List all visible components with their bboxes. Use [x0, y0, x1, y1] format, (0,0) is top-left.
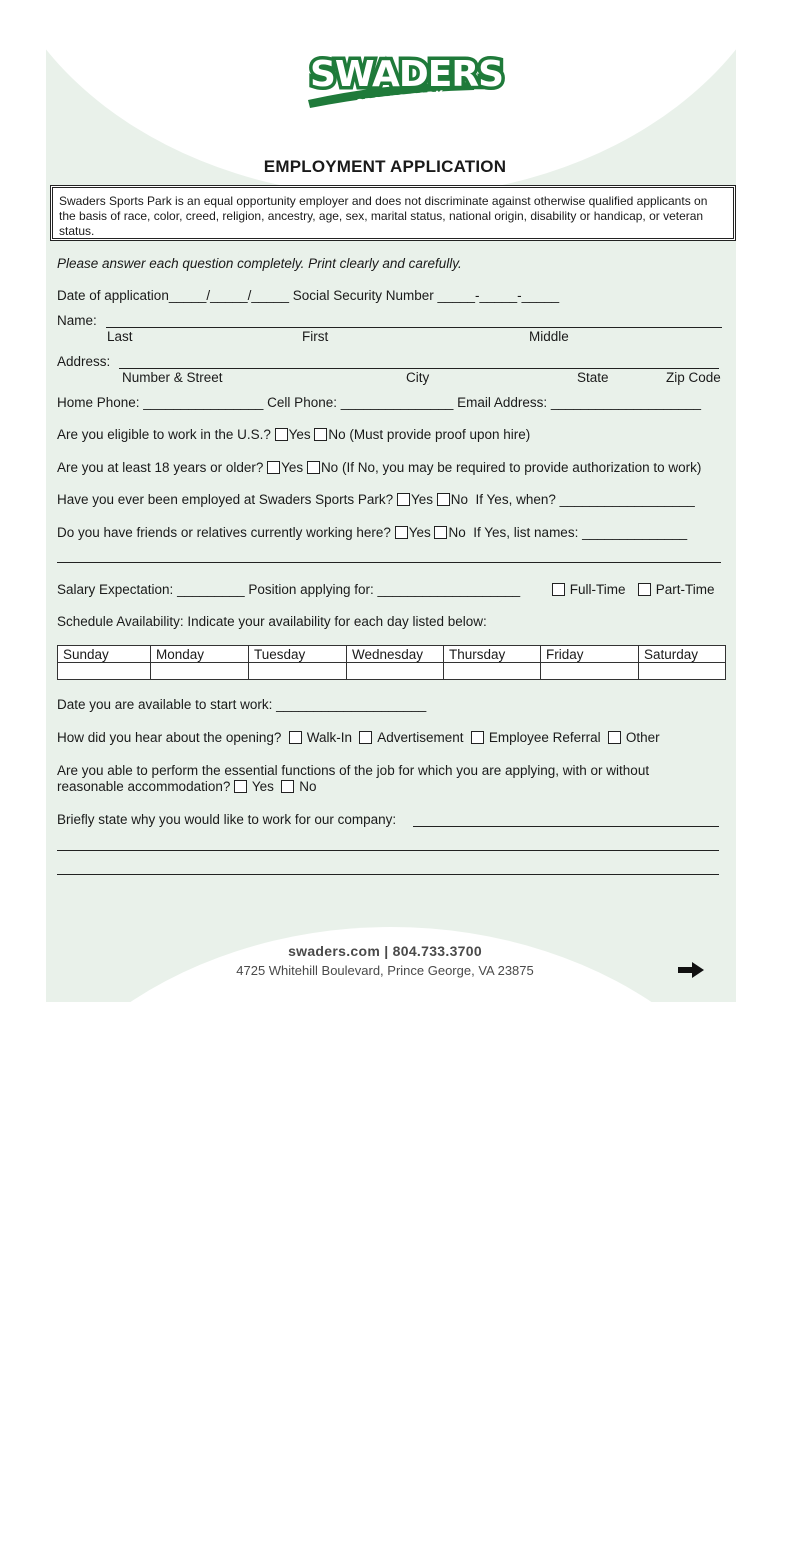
why-line-1[interactable] — [413, 826, 719, 827]
address-label: Address: — [57, 354, 111, 369]
footer-website-phone: swaders.com | 804.733.3700 — [288, 943, 482, 959]
prev-employed-yes-label: Yes — [410, 492, 433, 507]
eligible-question — [57, 427, 530, 442]
prev-employed-no-label: No — [450, 492, 469, 507]
eligible-yes-checkbox[interactable] — [275, 428, 288, 441]
schedule-instructions: Schedule Availability: Indicate your availability for each day listed below: — [57, 614, 487, 629]
schedule-table — [57, 645, 726, 680]
age18-no-checkbox[interactable] — [307, 461, 320, 474]
bottom-arc-decoration — [0, 927, 796, 1567]
schedule-day-wednesday: Wednesday — [347, 646, 444, 663]
prev-employed-yes-checkbox[interactable] — [397, 493, 410, 506]
friends-no-checkbox[interactable] — [434, 526, 447, 539]
eeo-statement: Swaders Sports Park is an equal opportunity employer and does not discriminate against otherwise qualified applicants on the basis of race, color, creed, religion, ancestry, age, sex, marital status, national origin, disability or handicap, or veteran status. — [50, 185, 736, 241]
why-line-3[interactable] — [57, 874, 719, 875]
essential-question-text: reasonable accommodation? — [57, 779, 231, 794]
essential-question-line1: Are you able to perform the essential functions of the job for which you are applying, with or without — [57, 763, 650, 778]
hear-advertisement-label: Advertisement — [377, 730, 464, 745]
name-label: Name: — [57, 313, 97, 328]
schedule-day-tuesday: Tuesday — [249, 646, 347, 663]
address-state-label: State — [577, 370, 609, 385]
full-time-checkbox[interactable] — [552, 583, 565, 596]
logo-sub-text: SPORTS PARK — [355, 89, 445, 110]
schedule-entry-row — [58, 663, 726, 680]
hear-walkin-label: Walk-In — [306, 730, 352, 745]
hear-walkin-checkbox[interactable] — [289, 731, 302, 744]
phone-email-line[interactable]: Home Phone: ________________ Cell Phone: _______________ Email Address: ____________________ — [57, 395, 702, 410]
schedule-cell-saturday[interactable] — [639, 663, 726, 680]
hear-question — [57, 730, 660, 745]
friends-yes-label: Yes — [408, 525, 431, 540]
part-time-checkbox[interactable] — [638, 583, 651, 596]
eligible-no-label: No (Must provide proof upon hire) — [328, 427, 531, 442]
schedule-day-thursday: Thursday — [444, 646, 541, 663]
essential-yes-checkbox[interactable] — [234, 780, 247, 793]
schedule-day-saturday: Saturday — [639, 646, 726, 663]
footer-address: 4725 Whitehill Boulevard, Prince George, VA 23875 — [236, 963, 534, 978]
swaders-logo — [300, 42, 504, 122]
name-field-line[interactable] — [106, 327, 722, 328]
hear-referral-checkbox[interactable] — [471, 731, 484, 744]
schedule-header-row — [58, 646, 726, 663]
date-ssn-line[interactable]: Date of application_____/_____/_____ Social Security Number _____-_____-_____ — [57, 288, 560, 303]
friends-question-text: Do you have friends or relatives currently working here? — [57, 525, 391, 540]
essential-question-line2 — [57, 779, 316, 794]
name-first-label: First — [302, 329, 329, 344]
hear-other-label: Other — [625, 730, 660, 745]
address-street-label: Number & Street — [122, 370, 223, 385]
logo-main-text: SWADERS — [310, 54, 504, 95]
hear-other-checkbox[interactable] — [608, 731, 621, 744]
prev-employed-question-text: Have you ever been employed at Swaders Sports Park? — [57, 492, 394, 507]
start-date-line[interactable]: Date you are available to start work: ____________________ — [57, 697, 427, 712]
age18-question — [57, 460, 701, 475]
form-title: EMPLOYMENT APPLICATION — [263, 157, 507, 176]
hear-advertisement-checkbox[interactable] — [359, 731, 372, 744]
age18-yes-label: Yes — [281, 460, 304, 475]
age18-no-label: No (If No, you may be required to provide authorization to work) — [320, 460, 702, 475]
eligible-question-text: Are you eligible to work in the U.S.? — [57, 427, 271, 442]
hear-question-text: How did you hear about the opening? — [57, 730, 282, 745]
schedule-cell-tuesday[interactable] — [249, 663, 347, 680]
friends-no-label: No — [448, 525, 466, 540]
part-time-label: Part-Time — [655, 582, 715, 597]
full-time-label: Full-Time — [569, 582, 626, 597]
essential-yes-label: Yes — [251, 779, 274, 794]
name-last-label: Last — [107, 329, 133, 344]
why-question: Briefly state why you would like to work for our company: — [57, 812, 397, 827]
schedule-cell-sunday[interactable] — [58, 663, 151, 680]
schedule-cell-monday[interactable] — [151, 663, 249, 680]
friends-question — [57, 525, 687, 540]
next-page-arrow-icon[interactable] — [677, 960, 705, 980]
prev-employed-when-field[interactable]: If Yes, when? __________________ — [475, 492, 695, 507]
instructions: Please answer each question completely. Print clearly and carefully. — [57, 256, 462, 271]
prev-employed-question — [57, 492, 695, 507]
name-middle-label: Middle — [529, 329, 569, 344]
full-time-option — [552, 582, 626, 597]
part-time-option — [638, 582, 715, 597]
eligible-no-checkbox[interactable] — [314, 428, 327, 441]
schedule-day-monday: Monday — [151, 646, 249, 663]
essential-no-label: No — [299, 779, 317, 794]
friends-yes-checkbox[interactable] — [395, 526, 408, 539]
prev-employed-no-checkbox[interactable] — [437, 493, 450, 506]
address-zip-label: Zip Code — [666, 370, 721, 385]
schedule-cell-friday[interactable] — [541, 663, 639, 680]
age18-question-text: Are you at least 18 years or older? — [57, 460, 264, 475]
friends-names-field[interactable]: If Yes, list names: ______________ — [473, 525, 688, 540]
schedule-day-friday: Friday — [541, 646, 639, 663]
schedule-cell-thursday[interactable] — [444, 663, 541, 680]
why-line-2[interactable] — [57, 850, 719, 851]
eligible-yes-label: Yes — [288, 427, 311, 442]
hear-referral-label: Employee Referral — [488, 730, 601, 745]
address-city-label: City — [406, 370, 430, 385]
address-field-line[interactable] — [119, 368, 719, 369]
salary-position-line[interactable]: Salary Expectation: _________ Position applying for: ___________________ — [57, 582, 521, 597]
schedule-day-sunday: Sunday — [58, 646, 151, 663]
schedule-cell-wednesday[interactable] — [347, 663, 444, 680]
friends-names-line[interactable] — [57, 562, 721, 563]
essential-no-checkbox[interactable] — [281, 780, 294, 793]
age18-yes-checkbox[interactable] — [267, 461, 280, 474]
